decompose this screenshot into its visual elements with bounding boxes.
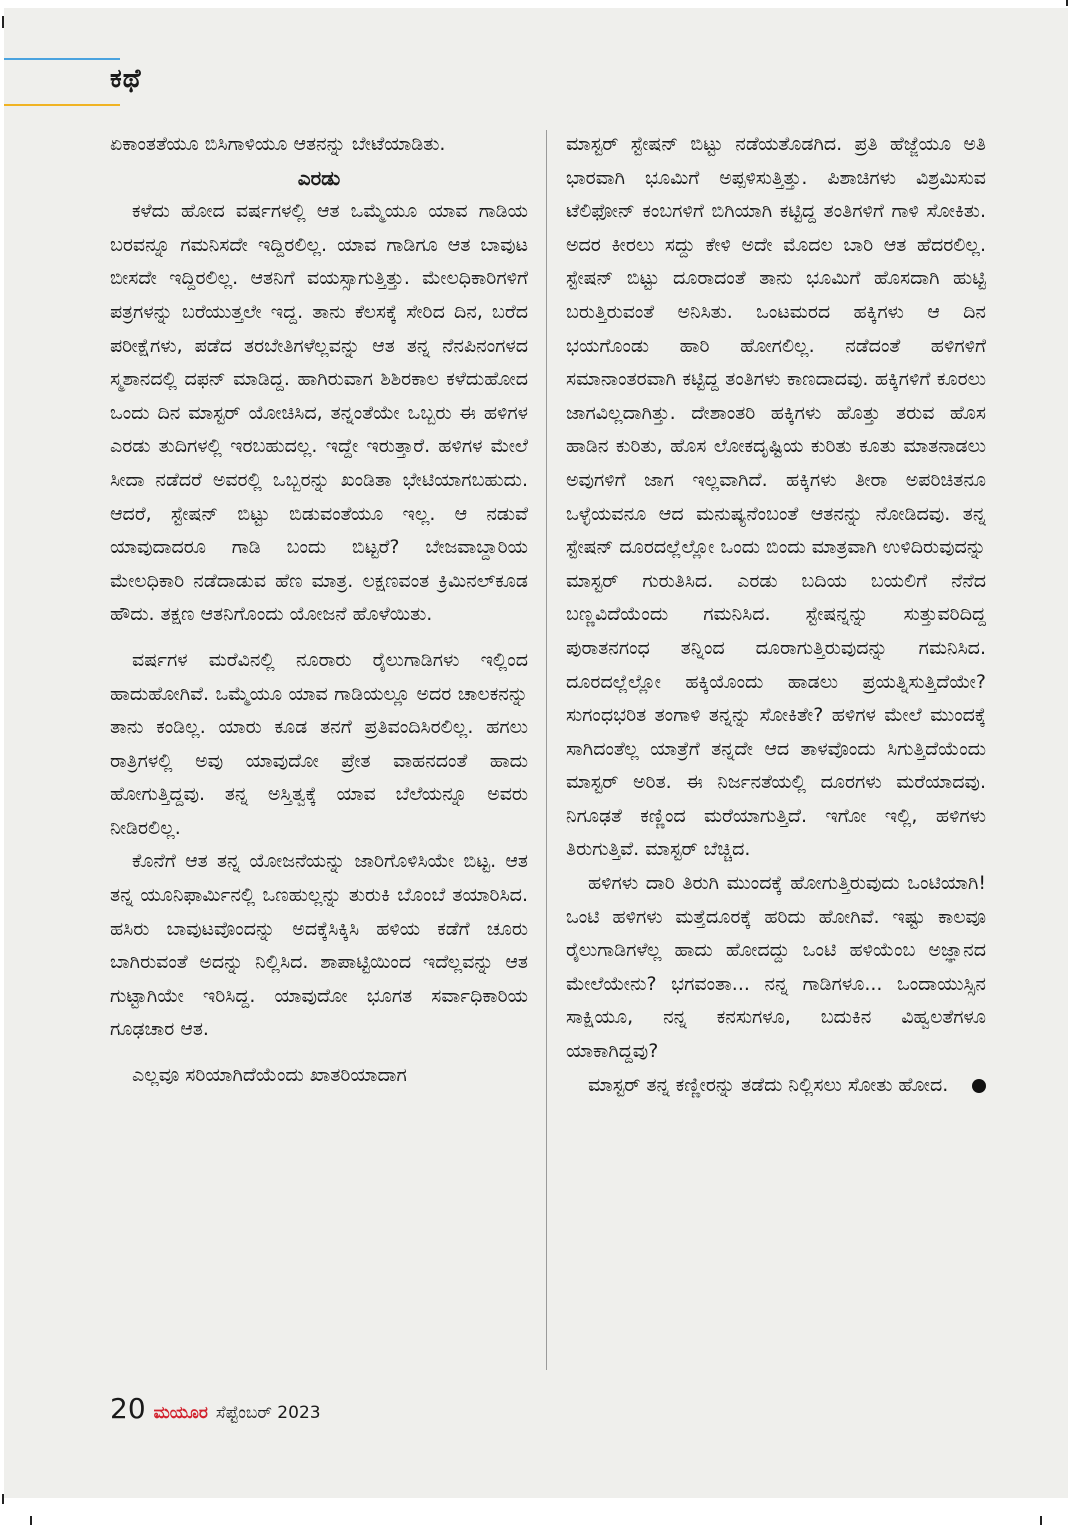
- crop-mark: [1040, 1516, 1042, 1525]
- crop-mark: [2, 1494, 4, 1504]
- paragraph: ಕಳೆದು ಹೋದ ವರ್ಷಗಳಲ್ಲಿ ಆತ ಒಮ್ಮೆಯೂ ಯಾವ ಗಾಡಿಯ ಬರವನ್ನೂ ಗಮನಿಸದೇ ಇದ್ದಿರಲಿಲ್ಲ. ಯಾವ ಗಾಡಿಗೂ ಆತ ಬಾವುಟ ಬೀಸದೇ ಇದ್ದಿರಲಿಲ್ಲ. ಆತನಿಗೆ ವಯಸ್ಸಾಗುತ್ತಿತ್ತು. ಮೇಲಧಿಕಾರಿಗಳಿಗೆ ಪತ್ರಗಳನ್ನು ಬರೆಯುತ್ತಲೇ ಇದ್ದ. ತಾನು ಕೆಲಸಕ್ಕೆ ಸೇರಿದ ದಿನ, ಬರೆದ ಪರೀಕ್ಷೆಗಳು, ಪಡೆದ ತರಬೇತಿಗಳೆಲ್ಲವನ್ನು ಆತ ತನ್ನ ನೆನಪಿನಂಗಳದ ಸ್ಮಶಾನದಲ್ಲಿ ದಫನ್ ಮಾಡಿದ್ದ. ಹಾಗಿರುವಾಗ ಶಿಶಿರಕಾಲ ಕಳೆದುಹೋದ ಒಂದು ದಿನ ಮಾಸ್ಟರ್ ಯೋಚಿಸಿದ, ತನ್ನಂತೆಯೇ ಒಬ್ಬರು ಈ ಹಳಿಗಳ ಎರಡು ತುದಿಗಳಲ್ಲಿ ಇರಬಹುದಲ್ಲ. ಇದ್ದೇ ಇರುತ್ತಾರೆ. ಹಳಿಗಳ ಮೇಲೆ ಸೀದಾ ನಡೆದರೆ ಅವರಲ್ಲಿ ಒಬ್ಬರನ್ನು ಖಂಡಿತಾ ಭೇಟಿಯಾಗಬಹುದು. ಆದರೆ, ಸ್ಟೇಷನ್ ಬಿಟ್ಟು ಬಿಡುವಂತೆಯೂ ಇಲ್ಲ. ಆ ನಡುವೆ ಯಾವುದಾದರೂ ಗಾಡಿ ಬಂದು ಬಿಟ್ಟರೆ? ಬೇಜವಾಬ್ದಾರಿಯ ಮೇಲಧಿಕಾರಿ ನಡೆದಾಡುವ ಹೆಣ ಮಾತ್ರ. ಲಕ್ಷಣವಂತ ಕ್ರಿಮಿನಲ್‌ಕೂಡ ಹೌದು. ತಕ್ಷಣ ಆತನಿಗೊಂದು ಯೋಜನೆ ಹೊಳೆಯಿತು.: [110, 200, 528, 626]
- column-divider: [546, 130, 547, 1370]
- issue-date: ಸೆಪ್ಟೆಂಬರ್ 2023: [215, 1403, 321, 1423]
- paragraph: [566, 1069, 986, 1103]
- paragraph: ಕೊನೆಗೆ ಆತ ತನ್ನ ಯೋಜನೆಯನ್ನು ಜಾರಿಗೊಳಿಸಿಯೇ ಬಿಟ್ಟ. ಆತ ತನ್ನ ಯೂನಿಫಾರ್ಮಿನಲ್ಲಿ ಒಣಹುಲ್ಲನ್ನು ತುರುಕಿ ಬೊಂಬೆ ತಯಾರಿಸಿದ. ಹಸಿರು ಬಾವುಟವೊಂದನ್ನು ಅದಕ್ಕೆಸಿಕ್ಕಿಸಿ ಹಳಿಯ ಕಡೆಗೆ ಚೂರು ಬಾಗಿರುವಂತೆ ಅದನ್ನು ನಿಲ್ಲಿಸಿದ. ಶಾಪಾಟ್ಟಿಯಿಂದ ಇದೆಲ್ಲವನ್ನು ಆತ ಗುಟ್ಟಾಗಿಯೇ ಇರಿಸಿದ್ದ. ಯಾವುದೋ ಭೂಗತ ಸರ್ವಾಧಿಕಾರಿಯ ಗೂಢಚಾರ ಆತ.: [110, 850, 528, 1041]
- paragraph: ಮಾಸ್ಟರ್ ಸ್ಟೇಷನ್ ಬಿಟ್ಟು ನಡೆಯತೊಡಗಿದ. ಪ್ರತಿ ಹೆಜ್ಜೆಯೂ ಅತಿ ಭಾರವಾಗಿ ಭೂಮಿಗೆ ಅಪ್ಪಳಿಸುತ್ತಿತ್ತು. ಪಿಶಾಚಿಗಳು ವಿಶ್ರಮಿಸುವ ಟೆಲಿಫೋನ್ ಕಂಬಗಳಿಗೆ ಬಿಗಿಯಾಗಿ ಕಟ್ಟಿದ್ದ ತಂತಿಗಳಿಗೆ ಗಾಳಿ ಸೋಕಿತು. ಅದರ ಕೀರಲು ಸದ್ದು ಕೇಳಿ ಅದೇ ಮೊದಲ ಬಾರಿ ಆತ ಹೆದರಲಿಲ್ಲ. ಸ್ಟೇಷನ್ ಬಿಟ್ಟು ದೂರಾದಂತೆ ತಾನು ಭೂಮಿಗೆ ಹೊಸದಾಗಿ ಹುಟ್ಟಿ ಬರುತ್ತಿರುವಂತೆ ಅನಿಸಿತು. ಒಂಟಮರದ ಹಕ್ಕಿಗಳು ಆ ದಿನ ಭಯಗೊಂಡು ಹಾರಿ ಹೋಗಲಿಲ್ಲ. ನಡೆದಂತೆ ಹಳಿಗಳಿಗೆ ಸಮಾನಾಂತರವಾಗಿ ಕಟ್ಟಿದ್ದ ತಂತಿಗಳು ಕಾಣದಾದವು. ಹಕ್ಕಿಗಳಿಗೆ ಕೂರಲು ಜಾಗವಿಲ್ಲದಾಗಿತ್ತು. ದೇಶಾಂತರಿ ಹಕ್ಕಿಗಳು ಹೊತ್ತು ತರುವ ಹೊಸ ಹಾಡಿನ ಕುರಿತು, ಹೊಸ ಲೋಕದೃಷ್ಟಿಯ ಕುರಿತು ಕೂತು ಮಾತನಾಡಲು ಅವುಗಳಿಗೆ ಜಾಗ ಇಲ್ಲವಾಗಿದೆ. ಹಕ್ಕಿಗಳು ತೀರಾ ಅಪರಿಚಿತನೂ ಒಳ್ಳೆಯವನೂ ಆದ ಮನುಷ್ಯನೆಂಬಂತೆ ಆತನನ್ನು ನೋಡಿದವು. ತನ್ನ ಸ್ಟೇಷನ್ ದೂರದಲ್ಲೆಲ್ಲೋ ಒಂದು ಬಿಂದು ಮಾತ್ರವಾಗಿ ಉಳಿದಿರುವುದನ್ನು ಮಾಸ್ಟರ್ ಗುರುತಿಸಿದ. ಎರಡು ಬದಿಯ ಬಯಲಿಗೆ ನೆನೆದ ಬಣ್ಣವಿದೆಯೆಂದು ಗಮನಿಸಿದ. ಸ್ಟೇಷನ್ನನ್ನು ಸುತ್ತುವರಿದಿದ್ದ ಪುರಾತನಗಂಧ ತನ್ನಿಂದ ದೂರಾಗುತ್ತಿರುವುದನ್ನು ಗಮನಿಸಿದ. ದೂರದಲ್ಲೆಲ್ಲೋ ಹಕ್ಕಿಯೊಂದು ಹಾಡಲು ಪ್ರಯತ್ನಿಸುತ್ತಿದೆಯೇ? ಸುಗಂಧಭರಿತ ತಂಗಾಳಿ ತನ್ನನ್ನು ಸೋಕಿತೇ? ಹಳಿಗಳ ಮೇಲೆ ಮುಂದಕ್ಕೆ ಸಾಗಿದಂತೆಲ್ಲ ಯಾತ್ರೆಗೆ ತನ್ನದೇ ಆದ ತಾಳವೊಂದು ಸಿಗುತ್ತಿದೆಯೆಂದು ಮಾಸ್ಟರ್ ಅರಿತ. ಈ ನಿರ್ಜನತೆಯಲ್ಲಿ ದೂರಗಳು ಮರೆಯಾದವು. ನಿಗೂಢತೆ ಕಣ್ಣಿಂದ ಮರೆಯಾಗುತ್ತಿದೆ. ಇಗೋ ಇಲ್ಲಿ, ಹಳಿಗಳು ತಿರುಗುತ್ತಿವೆ. ಮಾಸ್ಟರ್ ಬೆಚ್ಚಿದ.: [566, 133, 986, 861]
- right-column: [566, 128, 986, 1388]
- story-end-dot-icon: [972, 1079, 986, 1093]
- paragraph: ಎಲ್ಲವೂ ಸರಿಯಾಗಿದೆಯೆಂದು ಖಾತರಿಯಾದಾಗ: [132, 1064, 407, 1087]
- section-title: ಕಥೆ: [110, 64, 142, 94]
- section-rule-top: [4, 58, 120, 60]
- magazine-logo: ಮಯೂರ: [153, 1403, 208, 1423]
- paragraph: ವರ್ಷಗಳ ಮರೆವಿನಲ್ಲಿ ನೂರಾರು ರೈಲುಗಾಡಿಗಳು ಇಲ್ಲಿಂದ ಹಾದುಹೋಗಿವೆ. ಒಮ್ಮೆಯೂ ಯಾವ ಗಾಡಿಯಲ್ಲೂ ಅದರ ಚಾಲಕನನ್ನು ತಾನು ಕಂಡಿಲ್ಲ. ಯಾರು ಕೂಡ ತನಗೆ ಪ್ರತಿವಂದಿಸಿರಲಿಲ್ಲ. ಹಗಲು ರಾತ್ರಿಗಳಲ್ಲಿ ಅವು ಯಾವುದೋ ಪ್ರೇತ ವಾಹನದಂತೆ ಹಾದು ಹೋಗುತ್ತಿದ್ದವು. ತನ್ನ ಅಸ್ತಿತ್ವಕ್ಕೆ ಯಾವ ಬೆಲೆಯನ್ನೂ ಅವರು ನೀಡಿರಲಿಲ್ಲ.: [110, 648, 528, 839]
- page-number: 20: [110, 1392, 146, 1425]
- page-footer: [110, 1392, 321, 1428]
- paragraph-text: ಮಾಸ್ಟರ್ ತನ್ನ ಕಣ್ಣೀರನ್ನು ತಡೆದು ನಿಲ್ಲಿಸಲು ಸೋತು ಹೋದ.: [588, 1073, 949, 1096]
- crop-mark: [2, 16, 4, 28]
- crop-mark: [30, 1516, 32, 1525]
- left-column: [110, 128, 528, 1363]
- paragraph: ಹಳಿಗಳು ದಾರಿ ತಿರುಗಿ ಮುಂದಕ್ಕೆ ಹೋಗುತ್ತಿರುವುದು ಒಂಟಿಯಾಗಿ! ಒಂಟಿ ಹಳಿಗಳು ಮತ್ತೆದೂರಕ್ಕೆ ಹರಿದು ಹೋಗಿವೆ. ಇಷ್ಟು ಕಾಲವೂ ರೈಲುಗಾಡಿಗಳೆಲ್ಲ ಹಾದು ಹೋದದ್ದು ಒಂಟಿ ಹಳಿಯೆಂಬ ಅಜ್ಞಾನದ ಮೇಲೆಯೇನು? ಭಗವಂತಾ... ನನ್ನ ಗಾಡಿಗಳೂ... ಒಂದಾಯುಸ್ಸಿನ ಸಾಕ್ಷಿಯೂ, ನನ್ನ ಕನಸುಗಳೂ, ಬದುಕಿನ ವಿಹ್ವಲತೆಗಳೂ ಯಾಕಾಗಿದ್ದವು?: [566, 872, 986, 1063]
- chapter-subheading: ಎರಡು: [297, 165, 341, 190]
- crop-mark: [1066, 0, 1068, 6]
- paragraph: ಏಕಾಂತತೆಯೂ ಬಿಸಿಗಾಳಿಯೂ ಆತನನ್ನು ಬೇಟೆಯಾಡಿತು.: [110, 133, 446, 155]
- section-rule-bottom: [4, 104, 120, 106]
